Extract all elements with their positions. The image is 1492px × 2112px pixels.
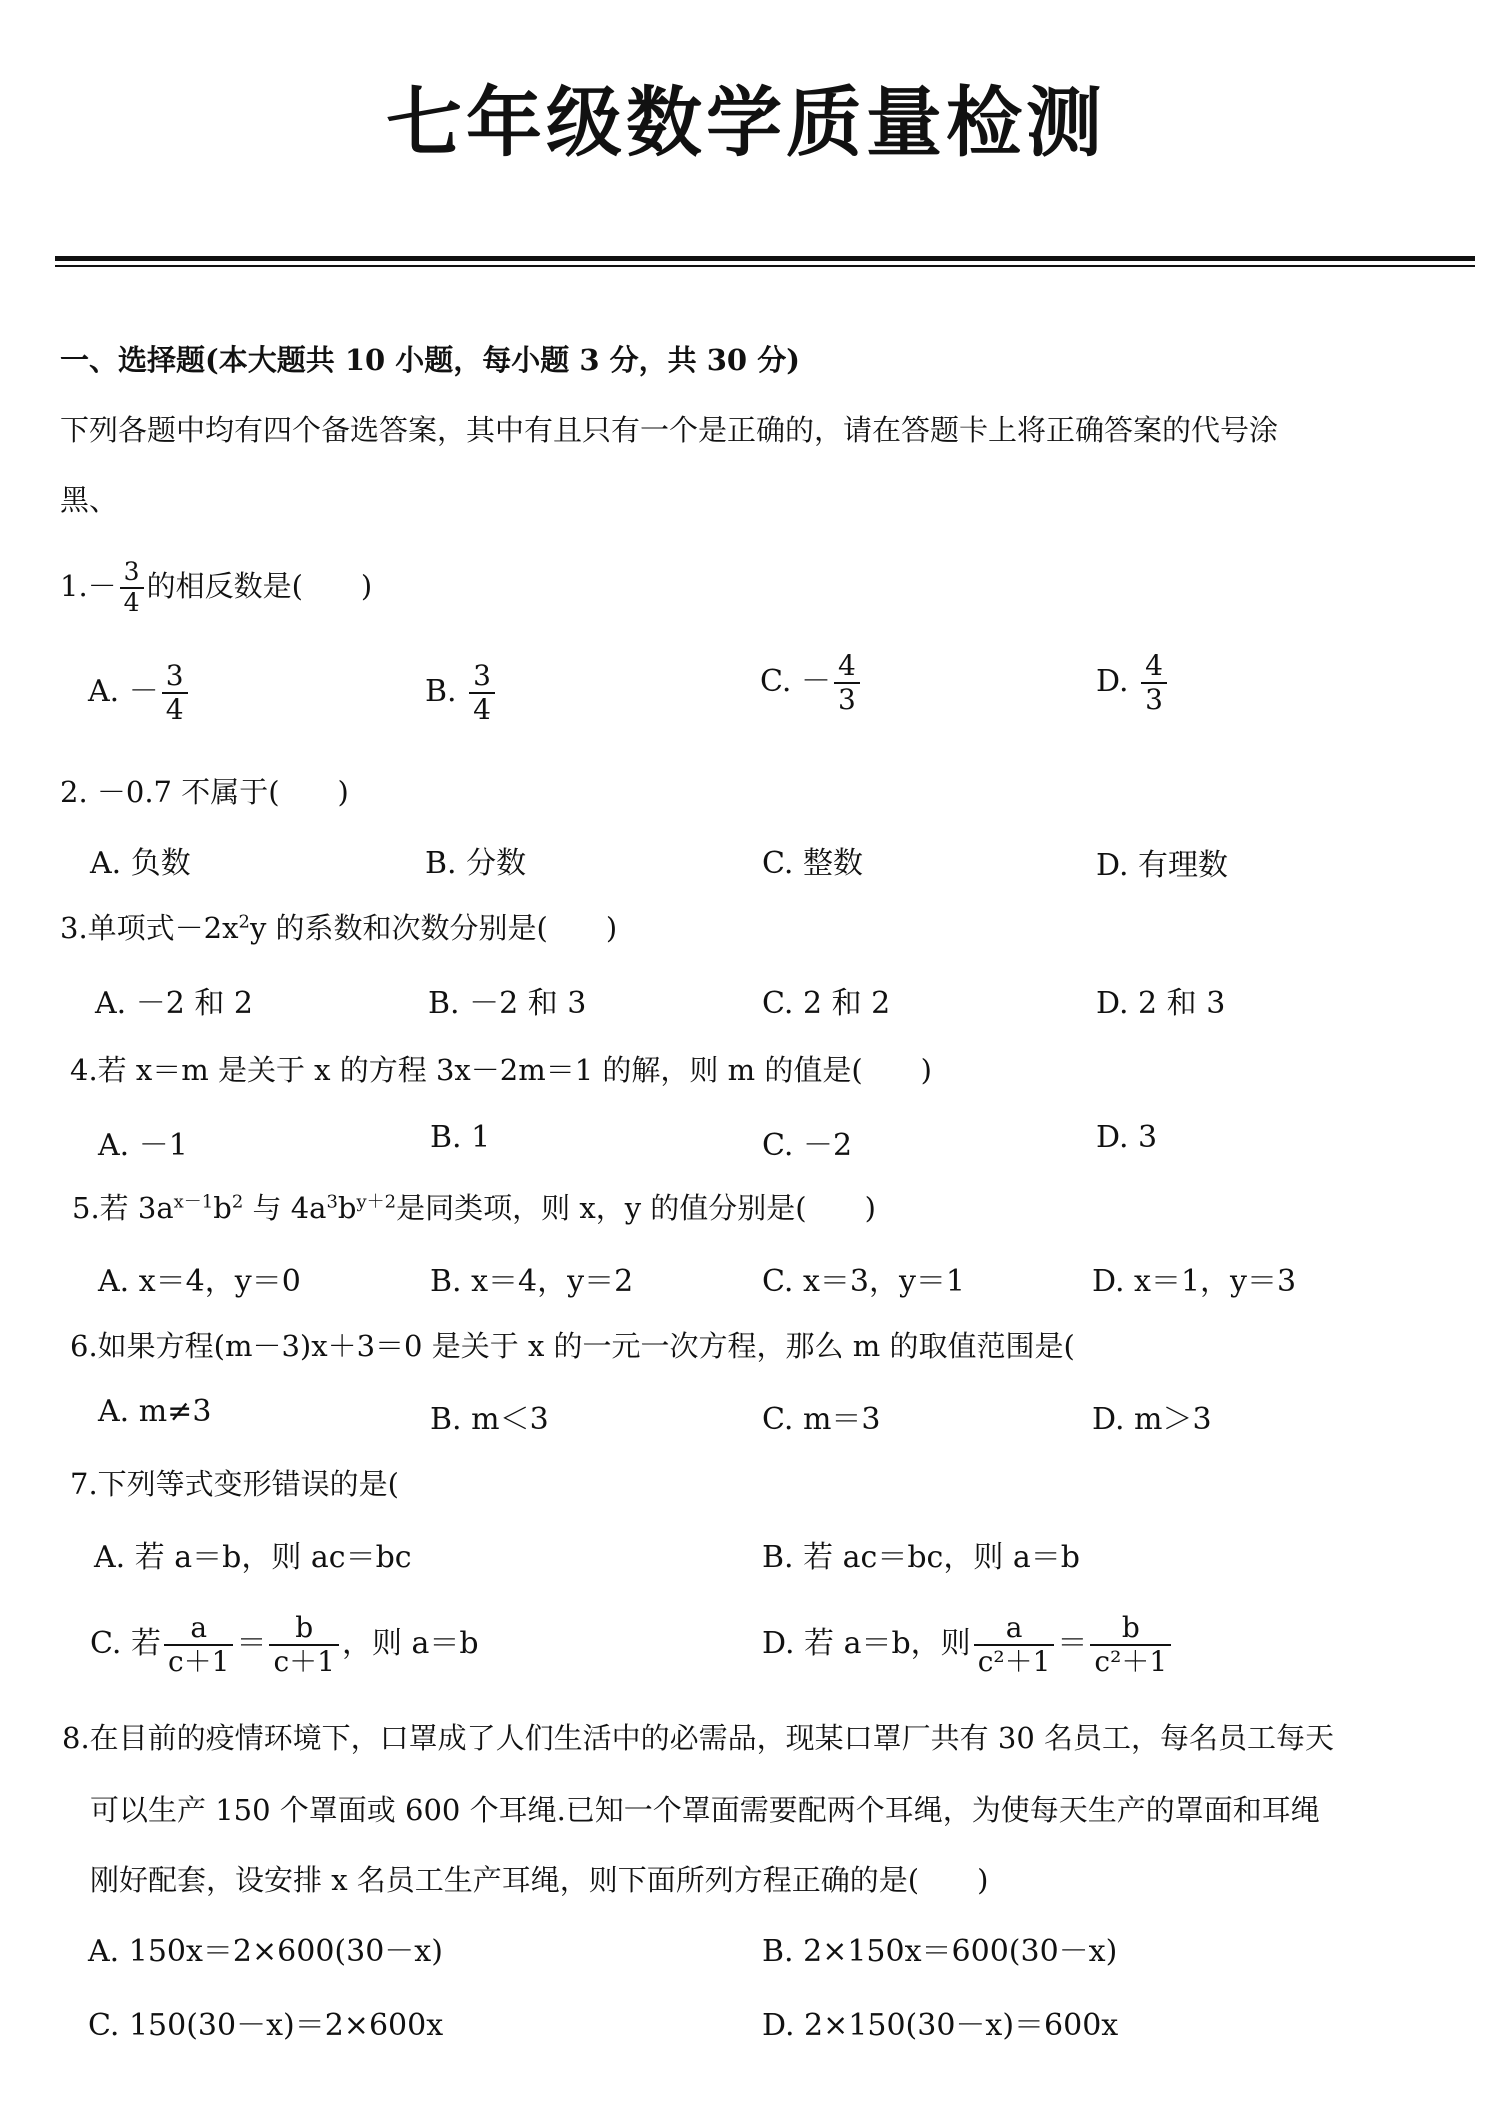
question-7-stem: 7.下列等式变形错误的是( [70,1467,399,1501]
question-2-option-c[interactable]: C. 整数 [762,846,863,881]
question-6-option-b[interactable]: B. m＜3 [430,1402,549,1437]
question-8-option-d[interactable]: D. 2×150(30－x)＝600x [762,2008,1119,2043]
fraction: $\frac{4}{3}$ [834,650,860,716]
question-4-option-b[interactable]: B. 1 [430,1120,491,1155]
question-8-option-a[interactable]: A. 150x＝2×600(30－x) [88,1934,443,1969]
fraction: $\frac{a}{\text{c²＋1}}$ [974,1612,1055,1678]
question-1-option-a[interactable]: A. － $\frac{3}{4}$ [88,660,191,726]
question-3-option-d[interactable]: D. 2 和 3 [1096,986,1226,1021]
fraction: $\frac{3}{4}$ [469,660,495,726]
fraction: $\frac{4}{3}$ [1141,650,1167,716]
question-3-option-c[interactable]: C. 2 和 2 [762,986,891,1021]
question-5-option-b[interactable]: B. x＝4，y＝2 [430,1264,634,1299]
question-8-stem-line2: 可以生产 150 个罩面或 600 个耳绳.已知一个罩面需要配两个耳绳，为使每天生产的罩面和耳绳 [90,1793,1320,1827]
question-7-option-a[interactable]: A. 若 a＝b，则 ac＝bc [94,1540,412,1575]
question-5-option-a[interactable]: A. x＝4，y＝0 [98,1264,301,1299]
question-1-stem: 1.－ $\frac{3}{4}$ 的相反数是( ) [60,557,373,617]
question-1-option-b[interactable]: B. $\frac{3}{4}$ [425,660,498,726]
question-6-stem: 6.如果方程(m－3)x＋3＝0 是关于 x 的一元一次方程，那么 m 的取值范围是( [70,1329,1075,1363]
question-2-option-b[interactable]: B. 分数 [425,846,527,881]
question-3-option-a[interactable]: A. －2 和 2 [95,986,253,1021]
fraction: $\frac{3}{4}$ [120,558,144,618]
question-5-option-d[interactable]: D. x＝1，y＝3 [1092,1264,1297,1299]
fraction: $\frac{b}{\text{c²＋1}}$ [1090,1612,1171,1678]
question-7-option-c[interactable]: C. 若 $\frac{a}{c+1}$ ＝ $\frac{b}{c+1}$ ，则 a＝b [90,1611,479,1679]
question-4-option-c[interactable]: C. －2 [762,1128,853,1163]
fraction: $\frac{3}{4}$ [162,660,188,726]
question-4-option-a[interactable]: A. －1 [98,1128,188,1163]
question-3-option-b[interactable]: B. －2 和 3 [428,986,587,1021]
question-6-option-c[interactable]: C. m＝3 [762,1402,881,1437]
question-1-option-d[interactable]: D. $\frac{4}{3}$ [1096,650,1170,716]
header-rule-thick [55,256,1475,261]
question-3-stem: 3.单项式$-2x^2y$ 的系数和次数分别是( ) [60,911,618,945]
question-5-option-c[interactable]: C. x＝3，y＝1 [762,1264,965,1299]
question-7-option-d[interactable]: D. 若 a＝b，则 $\frac{a}{\text{c²＋1}}$ ＝ $\frac{b}{\text{c²＋1}}$ [762,1612,1174,1678]
question-8-option-b[interactable]: B. 2×150x＝600(30－x) [762,1934,1118,1969]
fraction: $\frac{b}{c+1}$ [269,1612,339,1678]
question-1-option-c[interactable]: C. － $\frac{4}{3}$ [760,650,863,716]
question-2-stem: 2. －0.7 不属于( ) [60,775,349,809]
question-2-option-d[interactable]: D. 有理数 [1096,848,1229,883]
question-4-stem: 4.若 x＝m 是关于 x 的方程 3x－2m＝1 的解，则 m 的值是( ) [70,1053,932,1087]
question-4-option-d[interactable]: D. 3 [1096,1120,1158,1155]
section-instruction-line2: 黑、 [60,483,119,517]
question-6-option-d[interactable]: D. m＞3 [1092,1402,1212,1437]
section-heading: 一、选择题(本大题共 10 小题，每小题 3 分，共 30 分) [60,343,800,377]
question-8-stem-line3: 刚好配套，设安排 x 名员工生产耳绳，则下面所列方程正确的是( ) [90,1863,989,1897]
question-6-option-a[interactable]: A. m≠3 [98,1394,212,1429]
header-rule-thin [55,265,1475,267]
question-5-stem: 5.若 $3a^{x-1}b^2$ 与 $4a^3b^{y+2}$是同类项，则 x，y 的值分别是( ) [72,1191,876,1225]
question-8-option-c[interactable]: C. 150(30－x)＝2×600x [88,2008,444,2043]
question-7-option-b[interactable]: B. 若 ac＝bc，则 a＝b [762,1540,1080,1575]
exam-title: 七年级数学质量检测 [386,78,1106,167]
question-2-option-a[interactable]: A. 负数 [90,846,191,881]
fraction: $\frac{a}{c+1}$ [164,1612,234,1678]
question-8-stem-line1: 8.在目前的疫情环境下，口罩成了人们生活中的必需品，现某口罩厂共有 30 名员工，每名员工每天 [62,1721,1335,1755]
section-instruction-line1: 下列各题中均有四个备选答案，其中有且只有一个是正确的，请在答题卡上将正确答案的代号涂 [60,413,1279,447]
